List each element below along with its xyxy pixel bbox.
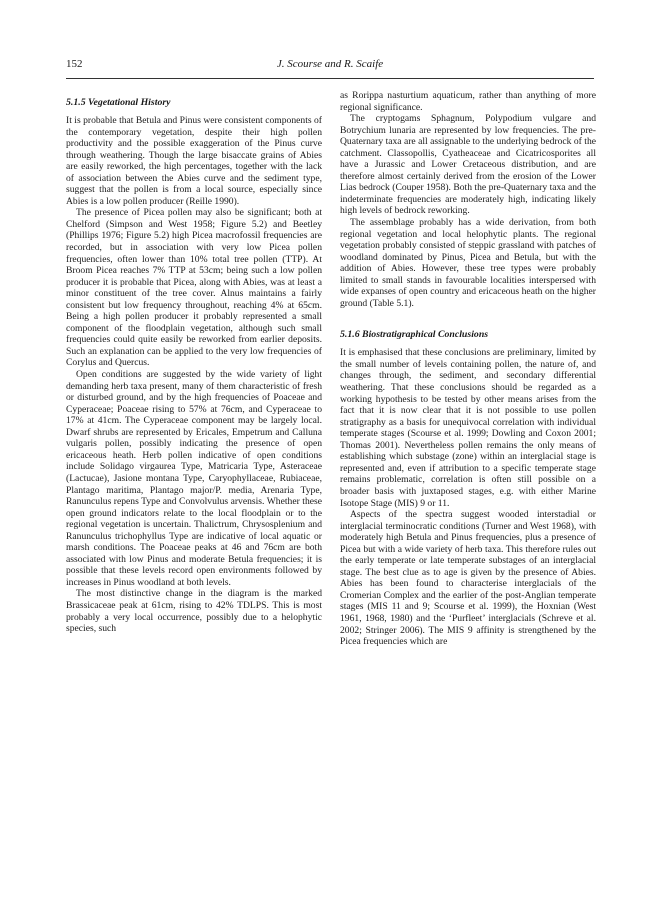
- header-rule: [66, 78, 594, 79]
- section-heading-biostratigraphical-conclusions: 5.1.6 Biostratigraphical Conclusions: [340, 329, 489, 341]
- paragraph: It is emphasised that these conclusions are preliminary, limited by the small number of levels containing pollen, the nature of, and changes through, the sediment, and secondary differential weathering. That these conclusions should be regarded as a working hypothesis to be tested by other means arises from the fact that it is now clear that it is not possible to use pollen stratigraphy as a basis for unequivocal correlation with individual temperate stages (Scourse et al. 1999; Dowling and Coxon 2001; Thomas 2001). Nevertheless pollen remains the only means of establishing which substage (zone) within an interglacial stage is represented and, even if attribution to a specific temperate stage remains problematic, correlation is often still possible on a broader basis with juxtaposed stages, e.g. with either Marine Isotope Stage (MIS) 9 or 11.: [340, 347, 596, 509]
- right-column: [340, 90, 596, 648]
- paragraph: The presence of Picea pollen may also be significant; both at Chelford (Simpson and West 1958; Figure 5.2) and Beetley (Phillips 1976; Figure 5.2) high Picea macrofossil frequencies are recorded, but in association with very low Picea pollen frequencies, often lower than 10% total tree pollen (TTP). At Broom Picea reaches 7% TTP at 53cm; being such a low pollen producer it is probable that Picea, along with Abies, was at least a minor constituent of the tree cover. Alnus maintains a fairly consistent but low frequency throughout, reaching 4% at 65cm. Being a high pollen producer it probably represented a small component of the floodplain vegetation, although such small frequencies could quite easily be reworked from earlier deposits. Such an explanation can be applied to the very low frequencies of Corylus and Quercus.: [66, 207, 322, 369]
- left-column: [66, 90, 322, 635]
- paragraph: The assemblage probably has a wide derivation, from both regional vegetation and local helophytic plants. The regional vegetation probably consisted of steppic grassland with patches of woodland dominated by Pinus, Picea and Betula, but with the addition of Abies. However, these tree types were probably limited to small stands in favourable localities interspersed with wide expanses of open country and ericaceous heath on the higher ground (Table 5.1).: [340, 217, 596, 309]
- paragraph: Aspects of the spectra suggest wooded interstadial or interglacial terminocratic conditions (Turner and West 1968), with moderately high Betula and Pinus frequencies, plus a presence of Picea but with a wide variety of herb taxa. This therefore rules out the early temperate or late temperate substages of an interglacial stage. The best clue as to age is given by the presence of Abies. Abies has been found to characterise interglacials of the Cromerian Complex and the earlier of the post-Anglian temperate stages (MIS 11 and 9; Scourse et al. 1999), the Hoxnian (West 1961, 1968, 1980) and the ‘Purfleet’ interglacials (Schreve et al. 2002; Stringer 2006). The MIS 9 affinity is strengthened by the Picea frequencies which are: [340, 509, 596, 648]
- paragraph: It is probable that Betula and Pinus were consistent components of the contemporary vegetation, despite their high pollen productivity and the possible exaggeration of the Pinus curve through weathering. Though the large bisaccate grains of Abies are easily reworked, the high percentages, together with the lack of association between the Abies curve and the sediment type, suggest that the pollen is from a local source, especially since Abies is a low pollen producer (Reille 1990).: [66, 115, 322, 207]
- running-head: J. Scourse and R. Scaife: [276, 58, 384, 70]
- section-heading-vegetational-history: 5.1.5 Vegetational History: [66, 97, 171, 108]
- paragraph: The cryptogams Sphagnum, Polypodium vulgare and Botrychium lunaria are represented by low frequencies. The pre-Quaternary taxa are all assignable to the underlying bedrock of the catchment. Classopollis, Cyatheaceae and Cicatricosporites all have a Jurassic and Lower Cretaceous distribution, and are therefore almost certainly derived from the erosion of the Lower Lias bedrock (Couper 1958). Both the pre-Quaternary taxa and the indeterminate frequencies are moderately high, indicating likely high levels of bedrock reworking.: [340, 113, 596, 217]
- page-header: [66, 58, 594, 76]
- page-number: 152: [66, 58, 83, 70]
- paragraph: as Rorippa nasturtium aquaticum, rather than anything of more regional significance.: [340, 90, 596, 113]
- paragraph: Open conditions are suggested by the wide variety of light demanding herb taxa present, many of them characteristic of fresh or disturbed ground, and by the high frequencies of Poaceae and Cyperaceae; Poaceae rising to 57% at 76cm, and Cyperaceae to 17% at 41cm. The Cyperaceae component may be largely local. Dwarf shrubs are represented by Ericales, Empetrum and Calluna vulgaris pollen, possibly indicating the presence of open ericaceous heath. Herb pollen indicative of open conditions include Solidago virgaurea Type, Matricaria Type, Asteraceae (Lactucae), Jasione montana Type, Caryophyllaceae, Rubiaceae, Plantago maritima, Plantago major/P. media, Arenaria Type, Ranunculus repens Type and Convolvulus arvensis. Whether these open ground indicators relate to the local floodplain or to the regional vegetation is uncertain. Thalictrum, Chrysosplenium and Ranunculus trichophyllus Type are indicative of local aquatic or marsh conditions. The Poaceae peaks at 46 and 76cm are both associated with low Pinus and moderate Betula frequencies; it is possible that these levels record open environments followed by increases in Pinus woodland at both levels.: [66, 369, 322, 588]
- paragraph: The most distinctive change in the diagram is the marked Brassicaceae peak at 61cm, rising to 42% TDLPS. This is most probably a very local occurrence, possibly due to a helophytic species, such: [66, 588, 322, 635]
